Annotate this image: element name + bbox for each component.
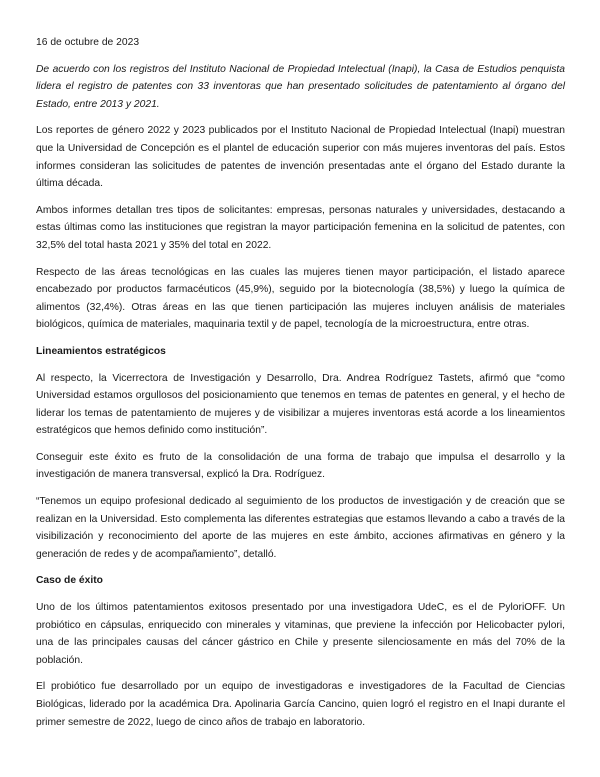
intro-paragraph-2: Ambos informes detallan tres tipos de solicitantes: empresas, personas naturales y universidades, destacando a estas últimas como las instituciones que registran la mayor participación femenina en la solicitud de patentes, con 32,5% del total hasta 2021 y 35% del total en 2022. (36, 204, 565, 251)
section2-paragraph-2: El probiótico fue desarrollado por un equipo de investigadoras e investigadores de la Facultad de Ciencias Biológicas, liderado por la académica Dra. Apolinaria García Cancino, quien logró el registro en el Inapi durante el primer semestre de 2022, luego de cinco años de trabajo en laboratorio. (36, 681, 565, 728)
section-heading-lineamientos: Lineamientos estratégicos (36, 345, 166, 357)
document-page (36, 34, 565, 740)
section1-paragraph-3: “Tenemos un equipo profesional dedicado al seguimiento de los productos de investigación y de creación que se realizan en la Universidad. Esto complementa las diferentes estrategias que estamos llevando a cabo a través de la visibilización y reconocimiento del aporte de las mujeres en este ámbito, acciones afirmativas en género y la generación de redes y de acompañamiento”, detalló. (36, 496, 565, 560)
section2-paragraph-1: Uno de los últimos patentamientos exitosos presentado por una investigadora UdeC, es el de PyloriOFF. Un probiótico en cápsulas, enriquecido con minerales y vitaminas, que previene la infección por Helicobacter pylori, una de las principales causas del cáncer gástrico en Chile y presente silenciosamente en más del 70% de la población. (36, 602, 565, 666)
lead-paragraph: De acuerdo con los registros del Instituto Nacional de Propiedad Intelectual (Inapi), la Casa de Estudios penquista lidera el registro de patentes con 33 inventoras que han presentado solicitudes de patentamiento al órgano del Estado, entre 2013 y 2021. (36, 63, 565, 110)
intro-paragraph-1: Los reportes de género 2022 y 2023 publicados por el Instituto Nacional de Propiedad Intelectual (Inapi) muestran que la Universidad de Concepción es el plantel de educación superior con más mujeres inventoras del país. Estos informes consideran las solicitudes de patentes de invención presentadas ante el órgano del Estado durante la última década. (36, 125, 565, 190)
section1-paragraph-1: Al respecto, la Vicerrectora de Investigación y Desarrollo, Dra. Andrea Rodríguez Tastets, afirmó que “como Universidad estamos orgullosos del posicionamiento que tenemos en temas de patentes en general, y el hecho de liderar los temas de patentamiento de mujeres y de visibilizar a mujeres inventoras está acorde a los lineamientos estratégicos que hemos definido como institución”. (36, 372, 565, 437)
intro-paragraph-3: Respecto de las áreas tecnológicas en las cuales las mujeres tienen mayor participación, el listado aparece encabezado por productos farmacéuticos (45,9%), seguido por la biotecnología (38,5%) y luego la química de alimentos (32,4%). Otras áreas en las que tienen participación las mujeres incluyen análisis de materiales biológicos, química de materiales, maquinaria textil y de papel, tecnología de la microestructura, entre otras. (36, 266, 565, 331)
document-date: 16 de octubre de 2023 (36, 37, 140, 48)
section1-paragraph-2: Conseguir este éxito es fruto de la consolidación de una forma de trabajo que impulsa el desarrollo y la investigación de manera transversal, explicó la Dra. Rodríguez. (36, 451, 565, 481)
section-heading-caso-de-exito: Caso de éxito (36, 575, 103, 587)
